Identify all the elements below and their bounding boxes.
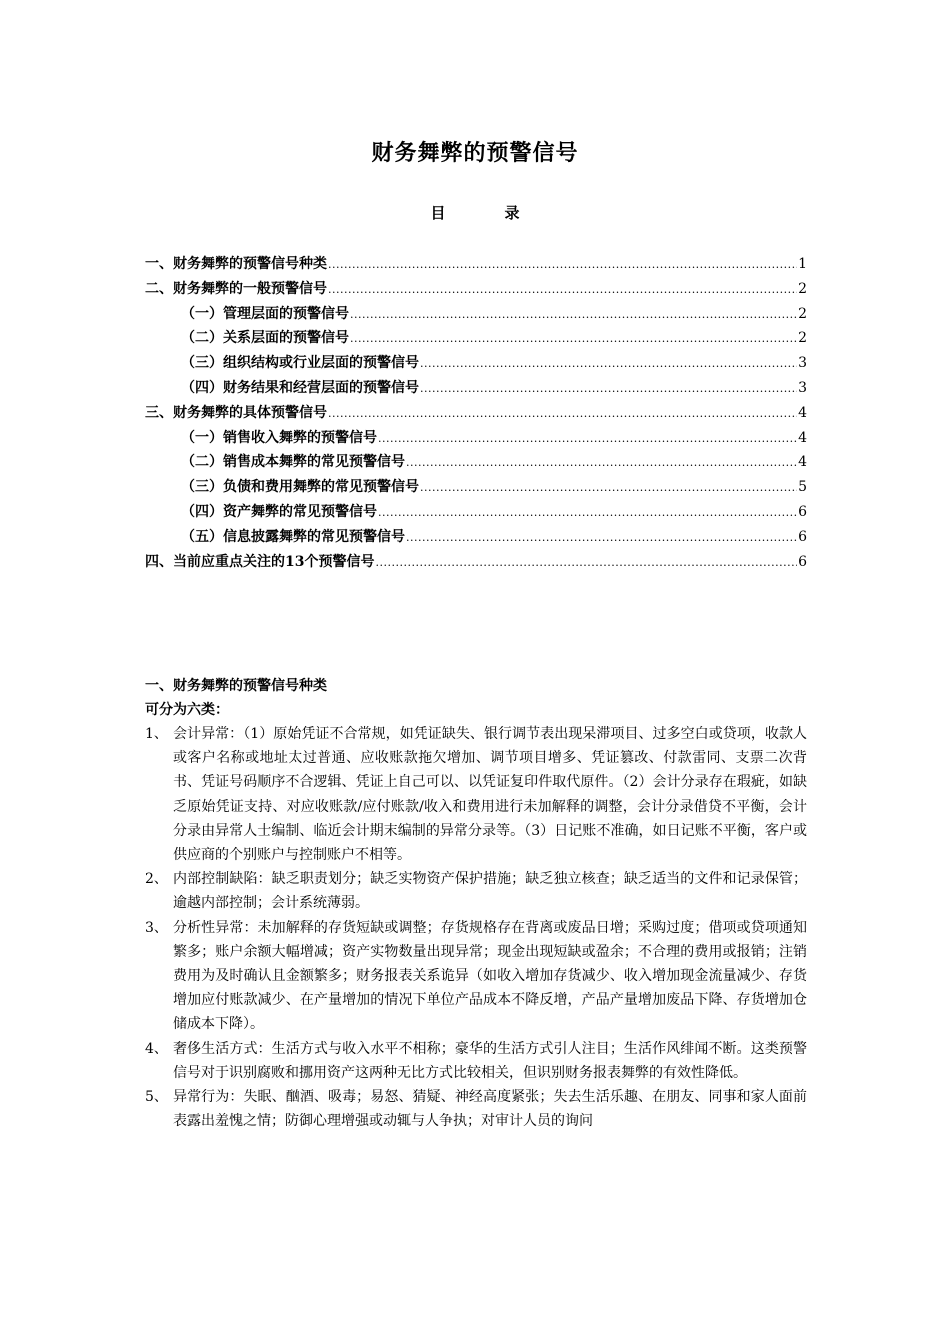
toc-entry-page: 4 [798, 404, 807, 421]
toc-entry[interactable] [145, 450, 807, 475]
list-item [145, 1085, 807, 1133]
section-heading: 一、财务舞弊的预警信号种类 [145, 678, 327, 694]
document-title: 财务舞弊的预警信号 [371, 140, 579, 166]
toc-leader-dots [350, 303, 797, 328]
list-item [145, 867, 807, 915]
toc-leader-dots [420, 476, 797, 501]
toc-leader-dots [406, 451, 797, 476]
toc-entry-label: （二）关系层面的预警信号 [181, 330, 349, 347]
toc-leader-dots [420, 352, 797, 377]
toc-entry-page: 4 [798, 454, 807, 471]
toc-leader-dots [378, 501, 797, 526]
list-item-text: 会计异常：（1）原始凭证不合常规，如凭证缺失、银行调节表出现呆滞项目、过多空白或贷项，收款人或客户名称或地址太过普通、应收账款拖欠增加、调节项目增多、凭证篡改、付款雷同、支票二次背书、凭证号码顺序不合逻辑、凭证上自己可以、以凭证复印件取代原件。（2）会计分录存在瑕疵，如缺乏原始凭证支持、对应收账款/应付账款/收入和费用进行未加解释的调整，会计分录借贷不平衡，会计分录由异常人士编制、临近会计期末编制的异常分录等。（3）日记账不准确，如日记账不平衡，客户或供应商的个别账户与控制账户不相等。 [173, 726, 807, 864]
toc-leader-dots [350, 327, 797, 352]
list-item-text: 内部控制缺陷：缺乏职责划分；缺乏实物资产保护措施；缺乏独立核查；缺乏适当的文件和记录保管；逾越内部控制；会计系统薄弱。 [173, 871, 807, 912]
toc-entry-label: 二、财务舞弊的一般预警信号 [145, 280, 327, 297]
toc-entry-label: 一、财务舞弊的预警信号种类 [145, 256, 327, 272]
toc-entry-page: 2 [798, 305, 807, 322]
list-item [145, 722, 807, 867]
toc-entry[interactable] [145, 326, 807, 351]
toc-leader-dots [328, 402, 797, 427]
toc-entry[interactable] [145, 277, 807, 302]
list-item-text: 异常行为：失眠、酗酒、吸毒；易怒、猜疑、神经高度紧张；失去生活乐趣、在朋友、同事和家人面前表露出羞愧之情；防御心理增强或动辄与人争执；对审计人员的询问 [173, 1089, 807, 1130]
toc-entry[interactable] [145, 302, 807, 327]
table-of-contents [145, 252, 807, 574]
toc-entry[interactable] [145, 475, 807, 500]
toc-entry[interactable] [145, 525, 807, 550]
toc-entry-page: 5 [798, 479, 807, 496]
section-intro: 可分为六类： [145, 702, 229, 718]
toc-entry-page: 4 [798, 429, 807, 446]
toc-entry-page: 3 [798, 355, 807, 372]
toc-entry-page: 2 [798, 330, 807, 347]
toc-entry[interactable] [145, 252, 807, 277]
list-item-text: 奢侈生活方式：生活方式与收入水平不相称；豪华的生活方式引人注目；生活作风绯闻不断。这类预警信号对于识别腐败和挪用资产这两种无比方式比较相关，但识别财务报表舞弊的有效性降低。 [173, 1040, 807, 1081]
toc-leader-dots [420, 377, 797, 402]
toc-entry-page: 6 [798, 528, 807, 545]
toc-entry-page: 3 [798, 379, 807, 396]
toc-leader-dots [406, 526, 797, 551]
toc-leader-dots [375, 551, 797, 576]
list-item [145, 1037, 807, 1085]
toc-entry-label: （四）资产舞弊的常见预警信号 [181, 503, 377, 520]
toc-entry-label: 四、当前应重点关注的13个预警信号 [145, 553, 375, 570]
toc-leader-dots [328, 253, 797, 278]
list-item-number: 4、 [145, 1040, 168, 1057]
toc-entry-label: （三）负债和费用舞弊的常见预警信号 [181, 479, 419, 496]
list-item-text: 分析性异常：未加解释的存货短缺或调整；存货规格存在背离或废品日增；采购过度；借项或贷项通知繁多；账户余额大幅增减；资产实物数量出现异常；现金出现短缺或盈余；不合理的费用或报销；注销费用为及时确认且金额繁多；财务报表关系诡异（如收入增加存货减少、收入增加现金流量减少、存货增加应付账款减少、在产量增加的情况下单位产品成本不降反增，产品产量增加废品下降、存货增加仓储成本下降）。 [173, 919, 807, 1033]
list-item-number: 2、 [145, 871, 168, 888]
toc-entry[interactable] [145, 550, 807, 575]
toc-heading-text: 目 录 [430, 204, 542, 222]
toc-entry-label: （一）销售收入舞弊的预警信号 [181, 429, 377, 446]
toc-entry-label: （一）管理层面的预警信号 [181, 305, 349, 322]
toc-entry-label: （五）信息披露舞弊的常见预警信号 [181, 528, 405, 545]
toc-entry[interactable] [145, 500, 807, 525]
toc-entry[interactable] [145, 426, 807, 451]
section-signal-types [145, 674, 807, 1133]
toc-leader-dots [328, 278, 797, 303]
toc-entry[interactable] [145, 376, 807, 401]
toc-heading [0, 202, 950, 223]
list-item-number: 1、 [145, 726, 168, 742]
toc-entry-label: 三、财务舞弊的具体预警信号 [145, 404, 327, 421]
toc-entry-label: （四）财务结果和经营层面的预警信号 [181, 379, 419, 396]
toc-entry-label: （二）销售成本舞弊的常见预警信号 [181, 454, 405, 471]
list-item [145, 916, 807, 1037]
toc-leader-dots [378, 427, 797, 452]
toc-entry-page: 1 [798, 256, 807, 272]
toc-entry-label: （三）组织结构或行业层面的预警信号 [181, 355, 419, 372]
toc-entry-page: 6 [798, 503, 807, 520]
list-item-number: 5、 [145, 1089, 168, 1106]
toc-entry[interactable] [145, 351, 807, 376]
toc-entry[interactable] [145, 401, 807, 426]
toc-entry-page: 6 [798, 553, 807, 570]
list-item-number: 3、 [145, 919, 168, 936]
toc-entry-page: 2 [798, 280, 807, 297]
